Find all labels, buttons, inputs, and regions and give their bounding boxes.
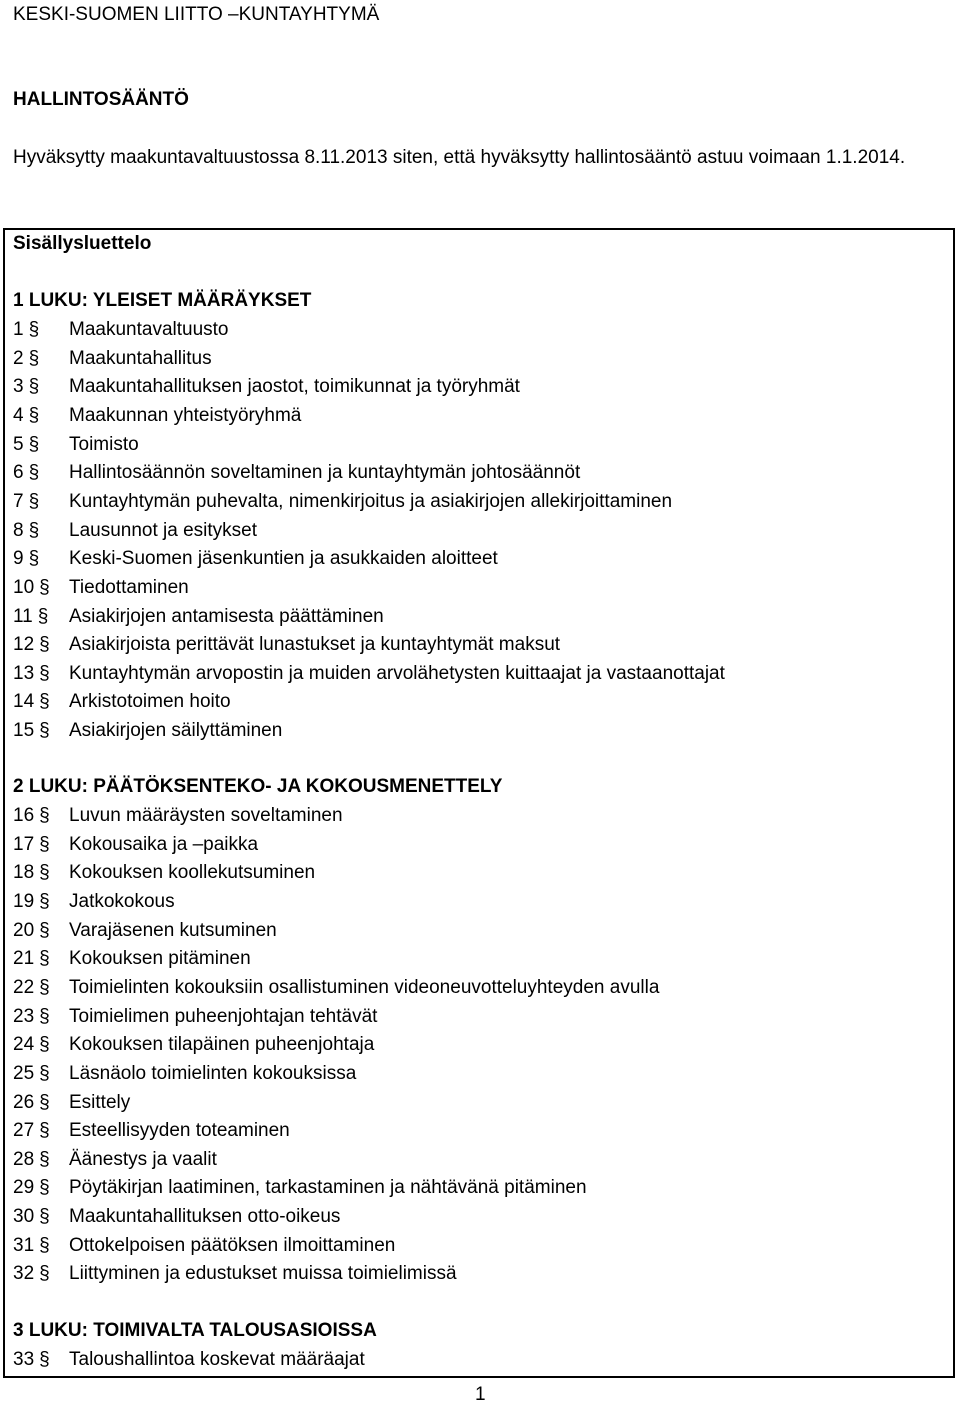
toc-entry [13, 1119, 290, 1143]
toc-entry [13, 404, 302, 428]
section-title: Maakuntahallituksen jaostot, toimikunnat ja työryhmät [69, 376, 520, 398]
section-sign: § [39, 1263, 50, 1285]
section-number: 25 [13, 1062, 35, 1084]
toc-entry [13, 662, 725, 686]
section-sign: § [39, 634, 50, 656]
toc-entry [13, 1062, 357, 1086]
section-title: Keski-Suomen jäsenkuntien ja asukkaiden aloitteet [69, 548, 498, 570]
toc-entry [13, 833, 259, 857]
section-sign: § [39, 1091, 50, 1113]
approval-statement: Hyväksytty maakuntavaltuustossa 8.11.2013 siten, että hyväksytty hallintosääntö astuu voimaan 1.1.2014. [13, 147, 906, 168]
section-title: Kuntayhtymän arvopostin ja muiden arvolähetysten kuittaajat ja vastaanottajat [69, 662, 725, 684]
toc-entry [13, 1033, 375, 1057]
toc-heading: Sisällysluettelo [13, 233, 152, 254]
section-number: 5 [13, 433, 24, 455]
section-sign: § [39, 691, 50, 713]
section-title: Maakuntahallitus [69, 347, 212, 369]
toc-entry [13, 1262, 457, 1286]
section-number: 2 [13, 347, 24, 369]
section-sign: § [39, 1034, 50, 1056]
toc-entry [13, 690, 231, 714]
toc-entry [13, 976, 660, 1000]
toc-entry [13, 1205, 341, 1229]
toc-entry [13, 375, 520, 399]
section-title: Läsnäolo toimielinten kokouksissa [69, 1062, 357, 1084]
section-title: Toimielinten kokouksiin osallistuminen videoneuvotteluyhteyden avulla [69, 976, 660, 998]
section-title: Maakuntahallituksen otto-oikeus [69, 1206, 341, 1228]
section-sign: § [39, 1177, 50, 1199]
section-number: 4 [13, 404, 24, 426]
section-number: 12 [13, 634, 35, 656]
toc-entry [13, 461, 581, 485]
chapter-1-title: 1 LUKU: YLEISET MÄÄRÄYKSET [13, 290, 312, 311]
section-title: Tiedottaminen [69, 576, 189, 598]
section-title: Asiakirjojen antamisesta päättäminen [69, 605, 384, 627]
section-number: 29 [13, 1177, 35, 1199]
section-title: Maakuntavaltuusto [69, 319, 229, 340]
section-sign: § [39, 1148, 50, 1170]
toc-entry [13, 519, 258, 543]
section-sign: § [39, 1120, 50, 1142]
section-title: Kokouksen pitäminen [69, 948, 251, 970]
section-title: Taloushallintoa koskevat määräajat [69, 1349, 365, 1370]
section-number: 26 [13, 1091, 35, 1113]
section-sign: § [39, 862, 50, 884]
organization-name: KESKI-SUOMEN LIITTO –KUNTAYHTYMÄ [13, 4, 380, 25]
section-title: Varajäsenen kutsuminen [69, 919, 277, 941]
toc-entry [13, 1091, 131, 1115]
section-title: Kokousaika ja –paikka [69, 833, 259, 855]
toc-entry [13, 547, 498, 571]
section-sign: § [28, 433, 40, 455]
section-title: Arkistotoimen hoito [69, 691, 231, 713]
section-title: Kokouksen koollekutsuminen [69, 862, 316, 884]
section-sign: § [39, 976, 50, 998]
toc-entry [13, 1005, 378, 1029]
section-sign: § [39, 1349, 50, 1370]
section-number: 11 [13, 605, 33, 627]
section-sign: § [39, 805, 50, 826]
section-number: 31 [13, 1234, 35, 1256]
section-sign: § [39, 1005, 50, 1027]
section-number: 21 [13, 948, 35, 970]
section-sign: § [39, 1062, 50, 1084]
section-title: Luvun määräysten soveltaminen [69, 805, 343, 826]
toc-entry [13, 347, 212, 371]
section-number: 15 [13, 720, 35, 742]
toc-entry [13, 490, 673, 514]
section-number: 23 [13, 1005, 35, 1027]
section-title: Kokouksen tilapäinen puheenjohtaja [69, 1034, 375, 1056]
section-number: 27 [13, 1120, 35, 1142]
section-title: Esittely [69, 1091, 131, 1113]
section-sign: § [39, 833, 50, 855]
section-number: 20 [13, 919, 35, 941]
section-title: Asiakirjoista perittävät lunastukset ja kuntayhtymät maksut [69, 634, 561, 656]
section-sign: § [28, 548, 40, 570]
toc-entry [13, 719, 283, 743]
section-sign: § [28, 376, 40, 398]
section-title: Asiakirjojen säilyttäminen [69, 720, 283, 742]
section-number: 19 [13, 890, 35, 912]
section-number: 9 [13, 548, 24, 570]
section-sign: § [39, 1206, 50, 1228]
section-sign: § [39, 1234, 50, 1256]
section-number: 7 [13, 490, 24, 512]
section-title: Äänestys ja vaalit [69, 1148, 217, 1170]
section-title: Maakunnan yhteistyöryhmä [69, 404, 302, 426]
section-number: 22 [13, 976, 35, 998]
section-sign: § [28, 490, 40, 512]
section-number: 17 [13, 833, 35, 855]
toc-entry [13, 861, 316, 885]
toc-entry [13, 633, 561, 657]
toc-entry [13, 947, 251, 971]
section-number: 32 [13, 1263, 35, 1285]
section-sign: § [39, 662, 50, 684]
section-number: 33 [13, 1349, 35, 1370]
toc-entry [13, 1234, 396, 1258]
section-sign: § [28, 319, 40, 340]
toc-entry [13, 605, 384, 629]
section-sign: § [39, 890, 50, 912]
toc-entry [13, 433, 139, 457]
chapter-2-title: 2 LUKU: PÄÄTÖKSENTEKO- JA KOKOUSMENETTELY [13, 776, 503, 797]
toc-entry [13, 919, 277, 943]
section-sign: § [39, 948, 50, 970]
section-sign: § [37, 605, 49, 627]
section-title: Hallintosäännön soveltaminen ja kuntayhtymän johtosäännöt [69, 462, 581, 484]
toc-entry [13, 318, 229, 342]
section-title: Jatkokokous [69, 890, 175, 912]
toc-entry [13, 1148, 217, 1172]
document-title: HALLINTOSÄÄNTÖ [13, 89, 189, 110]
section-title: Liittyminen ja edustukset muissa toimielimissä [69, 1263, 457, 1285]
section-sign: § [39, 919, 50, 941]
toc-entry [13, 576, 189, 600]
section-title: Kuntayhtymän puhevalta, nimenkirjoitus ja asiakirjojen allekirjoittaminen [69, 490, 673, 512]
section-title: Lausunnot ja esitykset [69, 519, 258, 541]
section-number: 8 [13, 519, 24, 541]
section-number: 14 [13, 691, 35, 713]
section-number: 6 [13, 462, 24, 484]
toc-entry [13, 1176, 587, 1200]
section-title: Pöytäkirjan laatiminen, tarkastaminen ja nähtävänä pitäminen [69, 1177, 587, 1199]
section-title: Toimisto [69, 433, 139, 455]
section-sign: § [28, 404, 40, 426]
section-sign: § [28, 519, 40, 541]
section-sign: § [28, 462, 40, 484]
section-sign: § [39, 576, 50, 598]
section-number: 1 [13, 319, 24, 340]
section-number: 30 [13, 1206, 35, 1228]
section-title: Ottokelpoisen päätöksen ilmoittaminen [69, 1234, 396, 1256]
section-title: Toimielimen puheenjohtajan tehtävät [69, 1005, 378, 1027]
section-number: 16 [13, 805, 35, 826]
section-title: Esteellisyyden toteaminen [69, 1120, 290, 1142]
section-number: 24 [13, 1034, 35, 1056]
toc-entry [13, 804, 343, 828]
toc-entry [13, 890, 175, 914]
section-number: 18 [13, 862, 35, 884]
section-number: 13 [13, 662, 35, 684]
section-number: 10 [13, 576, 35, 598]
toc-entry [13, 1348, 365, 1372]
section-sign: § [39, 720, 50, 742]
section-number: 28 [13, 1148, 35, 1170]
page-number: 1 [475, 1384, 486, 1405]
section-number: 3 [13, 376, 24, 398]
section-sign: § [28, 347, 40, 369]
chapter-3-title: 3 LUKU: TOIMIVALTA TALOUSASIOISSA [13, 1320, 377, 1341]
